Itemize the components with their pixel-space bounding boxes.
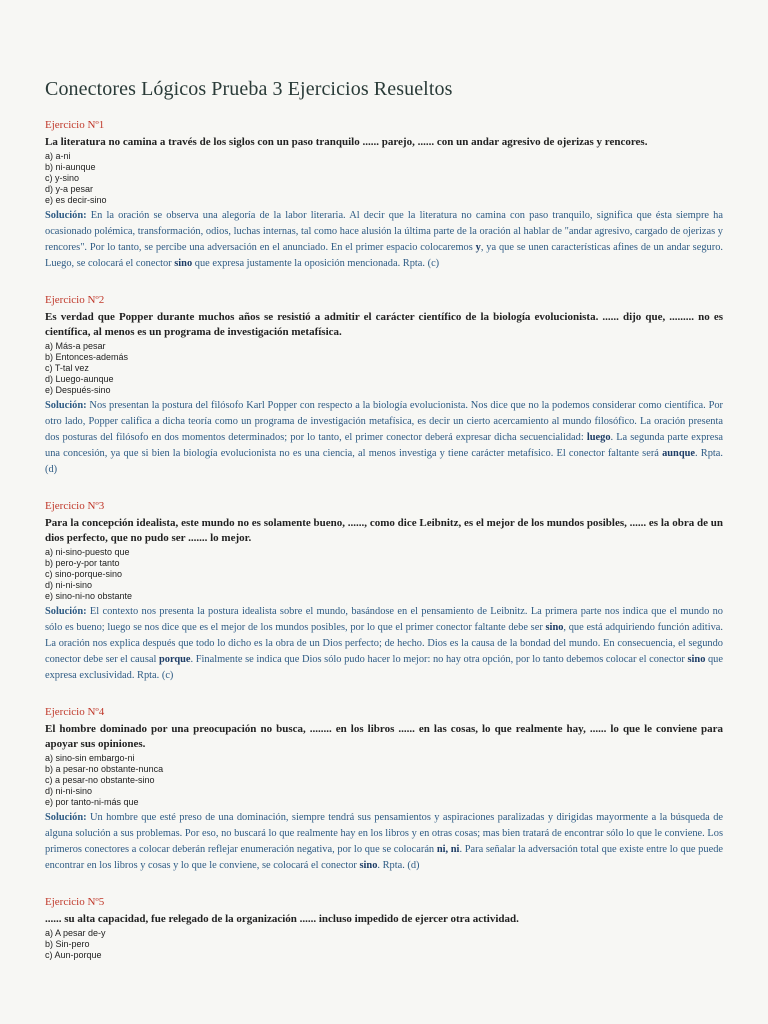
option-item: a) Más-a pesar — [45, 341, 106, 351]
solution-paragraph — [45, 208, 723, 272]
solution-text: . Para señalar la adversación total que existe entre lo que puede encontrar en los libros y cosas y lo que le conviene, se colocará el conector — [45, 844, 723, 871]
solution-text: El contexto nos presenta la postura idealista sobre el mundo, basándose en el pensamiento de Leibnitz. La primera parte nos indica que el mundo no sólo es bueno; luego se nos dice que es el mejor de los mundos posibles, por lo que el primer conector faltante debe ser — [45, 606, 723, 633]
exercise-question: Es verdad que Popper durante muchos años se resistió a admitir el carácter científico de la biología evolucionista. ...... dijo que, ......... no es científica, al menos es un programa de investigación metafísica. — [45, 311, 723, 338]
option-item: a) ni-sino-puesto que — [45, 547, 130, 557]
solution-text: que expresa justamente la oposición mencionada. Rpta. (c) — [192, 258, 440, 269]
option-item: c) sino-porque-sino — [45, 569, 123, 579]
solution-text: . La segunda parte expresa una concesión, ya que si bien la biología evolucionista no es una ciencia, al menos investiga y tiene carácter metafísico. El conector faltante será — [45, 432, 723, 459]
solution-text: Un hombre que esté preso de una dominación, siempre tendrá sus pensamientos y aspiraciones paralizadas y dirigidas mayormente a la búsqueda de alguna solución a sus problemas. Por eso, no buscará lo que realmente hay en los libros y en otras cosas; mas bien tratará de encontrar sólo lo que le conviene. Los primeros conectores a colocar deberán reflejar enumeración negativa, por lo que se colocarán — [45, 812, 723, 855]
solution-connector: sino — [359, 860, 378, 871]
option-item: a) sino-sin embargo-ni — [45, 753, 135, 763]
option-item: e) por tanto-ni-más que — [45, 797, 139, 807]
solution-text: . Finalmente se indica que Dios sólo pudo hacer lo mejor: no hay otra opción, por lo tanto debemos colocar el conector — [190, 654, 688, 665]
exercise-title: Ejercicio Nº4 — [45, 706, 105, 718]
exercise-question: ...... su alta capacidad, fue relegado de la organización ...... incluso impedido de ejercer otra actividad. — [45, 913, 519, 925]
option-item: d) ni-ni-sino — [45, 580, 93, 590]
exercise-question: El hombre dominado por una preocupación no busca, ........ en los libros ...... en las cosas, lo que realmente hay, ...... lo que le conviene para apoyar sus opiniones. — [45, 723, 723, 750]
option-list — [45, 753, 723, 808]
solution-label: Solución: — [45, 812, 87, 823]
option-item: e) es decir-sino — [45, 195, 107, 205]
option-item: c) y-sino — [45, 173, 80, 183]
solution-label: Solución: — [45, 210, 87, 221]
option-list — [45, 151, 723, 206]
option-item: c) Aun-porque — [45, 950, 102, 960]
solution-connector: luego — [586, 432, 611, 443]
solution-text: . Rpta. (d) — [45, 448, 723, 475]
option-item: b) pero-y-por tanto — [45, 558, 120, 568]
solution-paragraph — [45, 810, 723, 874]
solution-connector: sino — [687, 654, 706, 665]
option-item: a) A pesar de-y — [45, 928, 106, 938]
option-item: e) sino-ni-no obstante — [45, 591, 133, 601]
exercise-3 — [45, 500, 723, 684]
option-item: a) a-ni — [45, 151, 71, 161]
solution-connector: aunque — [662, 448, 695, 459]
exercise-question: La literatura no camina a través de los siglos con un paso tranquilo ...... parejo, ...... con un andar agresivo de ojerizas y rencores. — [45, 136, 648, 148]
exercise-question: Para la concepción idealista, este mundo no es solamente bueno, ......, como dice Leibnitz, es el mejor de los mundos posibles, ...... es la obra de un dios perfecto, que no pudo ser ....... lo mejor. — [45, 517, 723, 544]
solution-connector: y — [475, 242, 481, 253]
option-item: d) y-a pesar — [45, 184, 94, 194]
option-item: c) a pesar-no obstante-sino — [45, 775, 155, 785]
option-item: d) Luego-aunque — [45, 374, 114, 384]
solution-label: Solución: — [45, 606, 87, 617]
option-list — [45, 928, 723, 961]
solution-text: Nos presentan la postura del filósofo Karl Popper con respecto a la biología evolucionista. Nos dice que no la podemos considerar como científica. Por otro lado, Popper califica a dicha teoría como un programa de investigación metafísica, es decir un cierto acercamiento al mundo filosófico. La oración presenta dos posturas del filósofo en dos momentos determinados; por lo tanto, el primer conector deberá expresar dicha secuencialidad: — [45, 400, 723, 443]
solution-text: , que está adquiriendo función aditiva. La oración nos explica después que todo lo dicho es la obra de un Dios perfecto; de hecho. Dios es la causa de la bondad del mundo. En consecuencia, el segundo conector debe ser el causal — [45, 622, 723, 665]
exercise-list — [45, 119, 723, 961]
page-title: Conectores Lógicos Prueba 3 Ejercicios Resueltos — [45, 78, 453, 100]
option-item: d) ni-ni-sino — [45, 786, 93, 796]
solution-connector: sino — [545, 622, 564, 633]
exercise-title: Ejercicio Nº5 — [45, 896, 105, 908]
option-list — [45, 341, 723, 396]
solution-paragraph — [45, 398, 723, 478]
option-list — [45, 547, 723, 602]
option-item: c) T-tal vez — [45, 363, 89, 373]
solution-text: . Rpta. (d) — [377, 860, 420, 871]
exercise-5 — [45, 896, 723, 961]
option-item: b) ni-aunque — [45, 162, 96, 172]
exercise-1 — [45, 119, 723, 272]
option-item: b) Entonces-además — [45, 352, 129, 362]
exercise-title: Ejercicio Nº3 — [45, 500, 105, 512]
solution-connector: ni, ni — [436, 844, 460, 855]
solution-text: que expresa exclusividad. Rpta. (c) — [45, 654, 723, 681]
solution-text: En la oración se observa una alegoría de la labor literaria. Al decir que la literatura no camina con paso tranquilo, significa que ésta siempre ha ocasionado polémica, transformación, odios, luchas internas, tal como hace alusión la última parte de la oración al hablar de "andar agresivo, cargado de ojerizas y rencores". Por lo tanto, se percibe una adversación en el anunciado. En el primer espacio colocaremos — [45, 210, 723, 253]
option-item: b) Sin-pero — [45, 939, 90, 949]
solution-label: Solución: — [45, 400, 87, 411]
option-item: e) Después-sino — [45, 385, 111, 395]
exercise-2 — [45, 294, 723, 478]
solution-connector: sino — [174, 258, 193, 269]
exercise-title: Ejercicio Nº2 — [45, 294, 105, 306]
solution-text: , ya que se unen características afines de un andar seguro. Luego, se colocará el conector — [45, 242, 723, 269]
solution-paragraph — [45, 604, 723, 684]
exercise-4 — [45, 706, 723, 874]
option-item: b) a pesar-no obstante-nunca — [45, 764, 164, 774]
solution-connector: porque — [158, 654, 191, 665]
exercise-title: Ejercicio Nº1 — [45, 119, 105, 131]
